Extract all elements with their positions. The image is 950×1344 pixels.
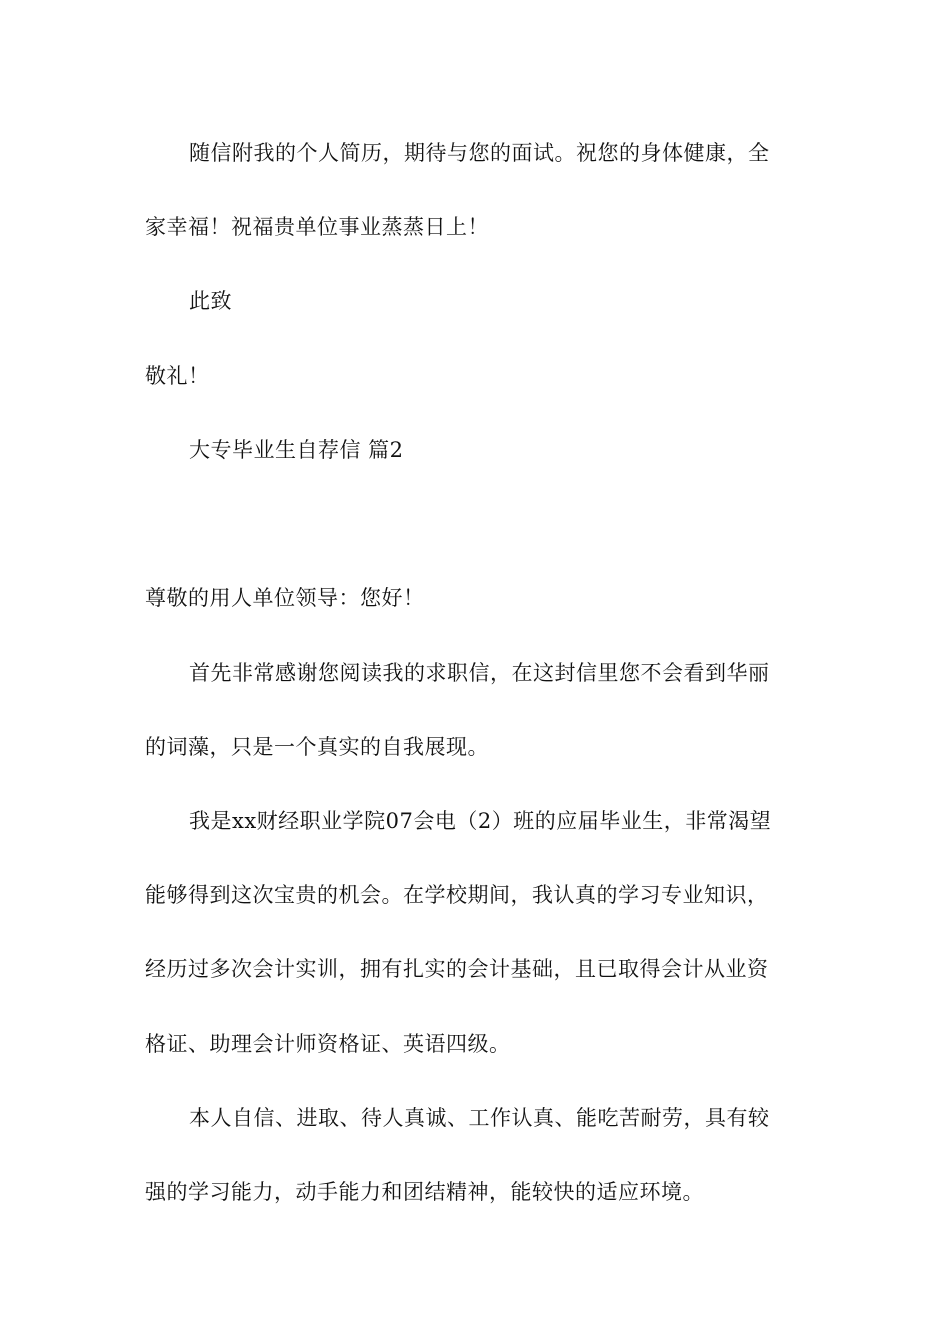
section-heading: 大专毕业生自荐信 篇2: [189, 438, 404, 462]
text-line: 我是xx财经职业学院07会电（2）班的应届毕业生，非常渴望: [189, 809, 772, 833]
text-line: 敬礼！: [145, 364, 210, 388]
text-line: 经历过多次会计实训，拥有扎实的会计基础，且已取得会计从业资: [145, 957, 769, 981]
text-line: 首先非常感谢您阅读我的求职信，在这封信里您不会看到华丽: [189, 661, 770, 685]
text-line: 格证、助理会计师资格证、英语四级。: [145, 1032, 511, 1056]
text-line: 的词藻，只是一个真实的自我展现。: [145, 735, 489, 759]
salutation: 尊敬的用人单位领导：您好！: [145, 586, 425, 610]
text-line: 能够得到这次宝贵的机会。在学校期间，我认真的学习专业知识，: [145, 883, 769, 907]
text-line: 强的学习能力，动手能力和团结精神，能较快的适应环境。: [145, 1180, 704, 1204]
text-line: 随信附我的个人简历，期待与您的面试。祝您的身体健康，全: [189, 141, 770, 165]
text-line: 本人自信、进取、待人真诚、工作认真、能吃苦耐劳，具有较: [189, 1106, 770, 1130]
text-line: 家幸福！祝福贵单位事业蒸蒸日上！: [145, 215, 489, 239]
text-line: 此致: [189, 289, 232, 313]
